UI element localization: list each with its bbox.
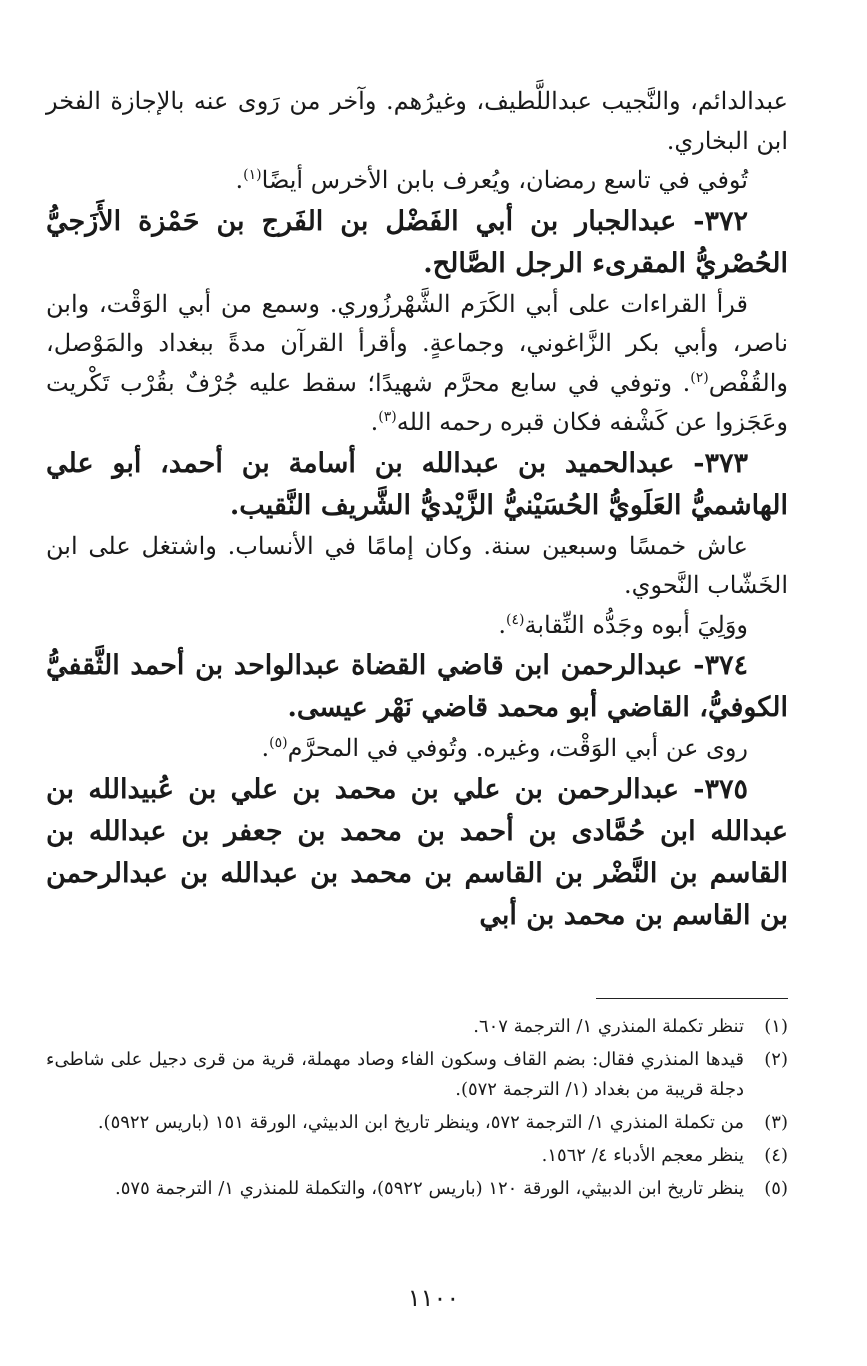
footnote-number: (٥) (764, 1178, 788, 1199)
heading-text: ٣٧٥- عبدالرحمن بن علي بن محمد بن علي بن عُبيدالله بن عبدالله ابن حُمَّادى بن أحمد بن محمد بن جعفر بن عبدالله بن القاسم بن النَّضْر بن القاسم بن محمد بن عبدالله بن عبدالرحمن بن القاسم بن محمد بن أبي (46, 773, 788, 931)
paragraph: ووَلِيَ أبوه وجَدُّه النِّقابة$^{(٤)}$. (498, 610, 748, 639)
page-number: ١١٠٠ (407, 1284, 460, 1312)
footnote-ref: (٥) (269, 735, 288, 751)
paragraph (46, 82, 788, 161)
entry-heading (46, 645, 788, 729)
paragraph: روى عن أبي الوَقْت، وغيره. وتُوفي في المحرَّم$^{(٥)}$. (261, 734, 748, 762)
paragraph-text: تُوفي في تاسع رمضان، ويُعرف بابن الأخرس أيضًا (261, 166, 748, 194)
paragraph-text: عاش خمسًا وسبعين سنة. وكان إمامًا في الأنساب. واشتغل على ابن الخَشّاب النَّحوي. (46, 531, 788, 599)
footnote-divider (596, 998, 788, 999)
entry-heading (46, 769, 788, 937)
footnote-text: تنظر تكملة المنذري ١/ الترجمة ٦٠٧. (473, 1016, 744, 1037)
footnote-ref: (٣) (378, 409, 397, 425)
footnote-text: ينظر تاريخ ابن الدبيثي، الورقة ١٢٠ (باريس ٥٩٢٢)، والتكملة للمنذري ١/ الترجمة ٥٧٥. (115, 1178, 744, 1199)
footnote-ref: (١) (243, 167, 262, 183)
footnote-text: ينظر معجم الأدباء ٤/ ١٥٦٢. (541, 1145, 744, 1166)
paragraph-text: عبدالدائم، والنَّجيب عبداللَّطيف، وغيرُهم. وآخر من رَوى عنه بالإجازة الفخر ابن البخاري. (46, 87, 788, 155)
paragraph-text: ووَلِيَ أبوه وجَدُّه النِّقابة (524, 610, 748, 639)
main-text (46, 82, 788, 937)
paragraph: تُوفي في تاسع رمضان، ويُعرف بابن الأخرس أيضًا$^{(١)}$. (235, 166, 748, 194)
paragraph (46, 527, 788, 606)
footnote-text: من تكملة المنذري ١/ الترجمة ٥٧٢، وينظر تاريخ ابن الدبيثي، الورقة ١٥١ (باريس ٥٩٢٢). (97, 1112, 744, 1133)
heading-text: ٣٧٤- عبدالرحمن ابن قاضي القضاة عبدالواحد بن أحمد الثَّقفيُّ الكوفيُّ، القاضي أبو محمد قاضي نَهْر عيسى. (46, 650, 788, 723)
footnote-number: (٢) (764, 1049, 788, 1070)
footnote (46, 1108, 788, 1138)
footnotes (46, 1012, 788, 1207)
heading-text: ٣٧٢- عبدالجبار بن أبي الفَضْل بن الفَرج بن حَمْزة الأَزَجيُّ الحُصْريُّ المقرىء الرجل الصَّالح. (46, 205, 788, 279)
footnote (46, 1012, 788, 1042)
footnote-number: (٣) (764, 1112, 788, 1133)
footnote (46, 1174, 788, 1204)
paragraph: قرأ القراءات على أبي الكَرَم الشَّهْرزُوري. وسمع من أبي الوَقْت، وابن ناصر، وأبي بكر الزَّاغوني، وجماعةٍ. وأقرأ القرآن مدةً ببغداد والمَوْصل، والقُفْص$^{(٢)}$. وتوفي في سابع محرَّم شهيدًا؛ سقط عليه جُرْفٌ بقُرْب تَكْريت وعَجَزوا عن كَشْفه فكان قبره رحمه الله$^{(٣)}$. (46, 289, 788, 436)
heading-text: ٣٧٣- عبدالحميد بن عبدالله بن أسامة بن أحمد، أبو علي الهاشميُّ العَلَويُّ الحُسَيْنيُّ الزَّيْديُّ الشَّريف النَّقيب. (46, 447, 788, 521)
paragraph-text: . وتوفي في سابع محرَّم شهيدًا؛ سقط عليه جُرْفٌ بقُرْب تَكْريت وعَجَزوا عن كَشْفه فكان قبره رحمه الله (46, 368, 788, 436)
footnote-ref: (٤) (506, 611, 525, 628)
entry-heading (46, 443, 788, 527)
entry-heading (46, 201, 788, 285)
footnote (46, 1045, 788, 1105)
paragraph-text: قرأ القراءات على أبي الكَرَم الشَّهْرزُوري. وسمع من أبي الوَقْت، وابن ناصر، وأبي بكر الزَّاغوني، وجماعةٍ. وأقرأ القرآن مدةً ببغداد والمَوْصل، والقُفْص (46, 289, 788, 397)
footnote (46, 1141, 788, 1171)
footnote-ref: (٢) (690, 369, 709, 386)
footnote-number: (١) (764, 1016, 788, 1037)
footnote-number: (٤) (764, 1145, 788, 1166)
paragraph-text: روى عن أبي الوَقْت، وغيره. وتُوفي في المحرَّم (287, 734, 748, 762)
footnote-text: قيدها المنذري فقال: بضم القاف وسكون الفاء وصاد مهملة، قرية من قرى دجيل على شاطىء دجلة قريبة من بغداد (١/ الترجمة ٥٧٢). (46, 1049, 744, 1100)
